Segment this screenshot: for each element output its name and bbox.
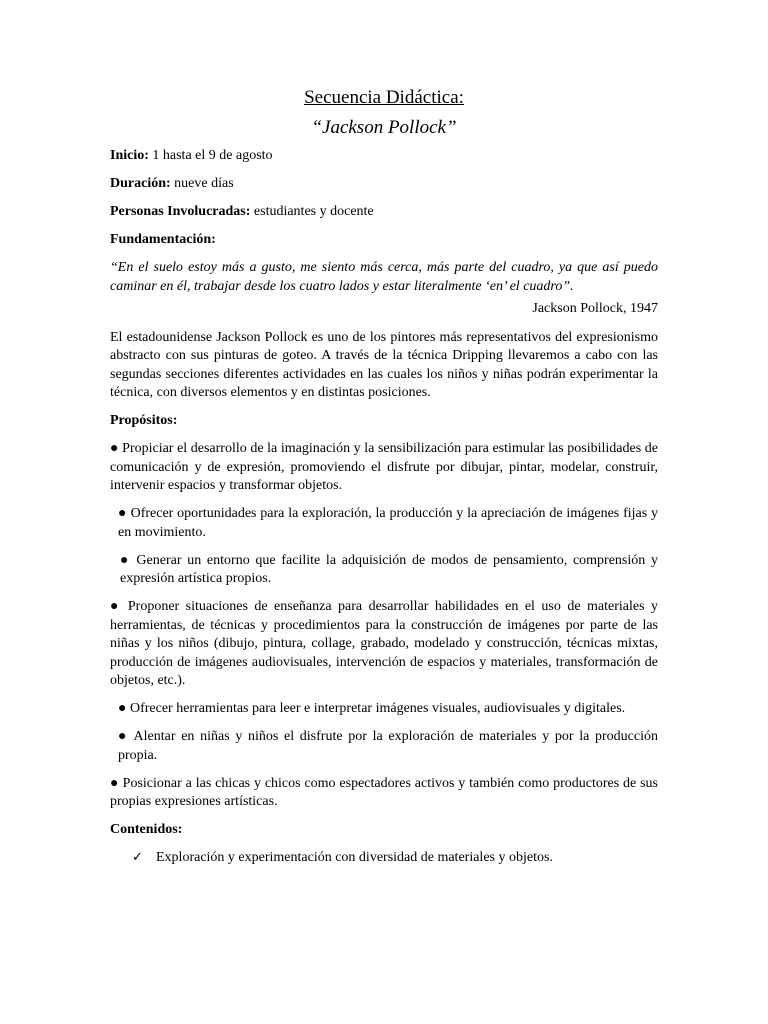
document-page <box>110 86 658 868</box>
quote-attribution: Jackson Pollock, 1947 <box>532 301 658 316</box>
contenidos-heading <box>110 821 658 840</box>
contenido-item <box>110 849 658 868</box>
contenido-item-text: Exploración y experimentación con diversidad de materiales y objetos. <box>156 850 553 865</box>
pollock-quote: “En el suelo estoy más a gusto, me siento más cerca, más parte del cuadro, ya que así puedo caminar en él, trabajar desde los cuatro lados y estar literalmente ‘en’ el cuadro”. <box>110 260 658 294</box>
fundamentacion-heading-text: Fundamentación: <box>110 232 216 247</box>
document-title: Secuencia Didáctica: <box>304 87 464 108</box>
duracion-value: nueve días <box>170 176 234 191</box>
proposito-item: ● Proponer situaciones de enseñanza para desarrollar habilidades en el uso de materiales y herramientas, de técnicas y procedimientos para la construcción de imágenes por parte de las niñas y los niños (dibujo, pintura, collage, grabado, modelado y construcción, técnicas mixtas, producción de imágenes audiovisuales, intervención de espacios y materiales, transformación de objetos, etc.). <box>110 599 658 688</box>
personas-line <box>110 203 658 222</box>
fundamentacion-paragraph: El estadounidense Jackson Pollock es uno de los pintores más representativos del expresionismo abstracto con sus pinturas de goteo. A través de la técnica Dripping llevaremos a cabo con las segundas secciones diferentes actividades en las cuales los niños y niñas podrán experimentar la técnica, con diversos elementos y en distintas posiciones. <box>110 329 658 400</box>
proposito-item: ● Ofrecer oportunidades para la exploración, la producción y la apreciación de imágenes fijas y en movimiento. <box>118 506 658 540</box>
proposito-item: ● Generar un entorno que facilite la adquisición de modos de pensamiento, comprensión y expresión artística propios. <box>120 552 658 586</box>
inicio-label: Inicio: <box>110 148 149 163</box>
contenidos-heading-text: Contenidos: <box>110 822 183 837</box>
propositos-heading-text: Propósitos: <box>110 413 178 428</box>
duracion-line <box>110 175 658 194</box>
duracion-label: Duración: <box>110 176 171 191</box>
inicio-value: 1 hasta el 9 de agosto <box>148 148 273 163</box>
fundamentacion-heading <box>110 231 658 250</box>
inicio-line <box>110 147 658 166</box>
proposito-item: ● Propiciar el desarrollo de la imaginación y la sensibilización para estimular las posibilidades de comunicación y de expresión, promoviendo el disfrute por dibujar, pintar, modelar, construir, intervenir espacios y transformar objetos. <box>110 441 658 493</box>
proposito-item: ● Posicionar a las chicas y chicos como espectadores activos y también como productores de sus propias expresiones artísticas. <box>110 775 658 809</box>
proposito-item: ● Alentar en niñas y niños el disfrute por la exploración de materiales y por la producción propia. <box>118 729 658 763</box>
propositos-heading <box>110 412 658 431</box>
document-subtitle: “Jackson Pollock” <box>311 117 457 138</box>
proposito-item: ● Ofrecer herramientas para leer e interpretar imágenes visuales, audiovisuales y digitales. <box>118 701 626 716</box>
checkmark-icon: ✓ <box>132 850 143 865</box>
personas-label: Personas Involucradas: <box>110 204 251 219</box>
personas-value: estudiantes y docente <box>250 204 374 219</box>
